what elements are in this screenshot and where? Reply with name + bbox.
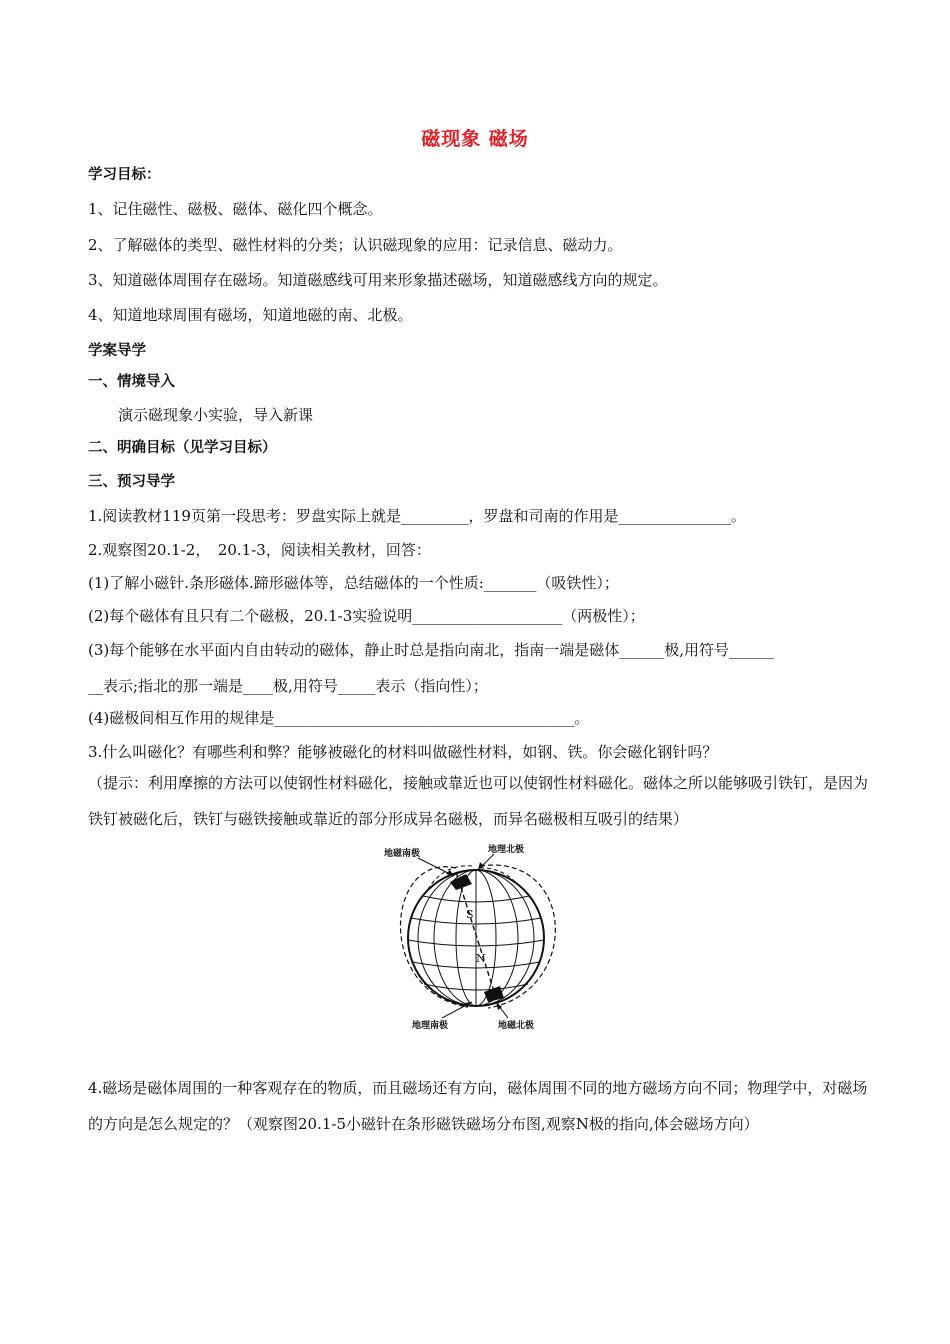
section-1-heading: 一、情境导入	[88, 374, 175, 390]
question-3-hint: （提示：利用摩擦的方法可以使钢性材料磁化，接触或靠近也可以使钢性材料磁化。磁体之所以能够吸引铁钉，是因为铁钉被磁化后，铁钉与磁铁接触或靠近的部分形成异名磁极，而异名磁极相互吸引的结果）	[88, 774, 869, 828]
pole-n-marker: N	[476, 952, 486, 965]
question-2-1: (1)了解小磁针.条形磁体.蹄形磁体等，总结磁体的一个性质:_______（吸铁性）；	[88, 574, 619, 592]
page-title: 磁现象 磁场	[421, 128, 529, 150]
section-2-heading: 二、明确目标（见学习目标）	[88, 440, 277, 456]
question-3: 3.什么叫磁化？有哪些利和弊？能够被磁化的材料叫做磁性材料，如钢、铁。你会磁化钢针吗？	[88, 743, 718, 761]
objectives-heading: 学习目标：	[88, 167, 161, 183]
question-2: 2.观察图20.1-2， 20.1-3，阅读相关教材，回答：	[88, 541, 431, 559]
pole-s-marker: S	[466, 908, 474, 921]
objective-item-4: 4、知道地球周围有磁场，知道地磁的南、北极。	[88, 306, 413, 324]
label-magnetic-south: 地磁南极	[384, 849, 421, 859]
section-3-heading: 三、预习导学	[88, 474, 175, 490]
question-2-3a: (3)每个能够在水平面内自由转动的磁体，静止时总是指向南北，指南一端是磁体______极,用符号______	[88, 641, 775, 659]
question-2-2: (2)每个磁体有且只有二个磁极，20.1-3实验说明____________________（两极性）；	[88, 607, 645, 625]
label-geographic-north: 地理北极	[488, 845, 525, 855]
label-magnetic-north: 地磁北极	[498, 1021, 535, 1031]
objective-item-2: 2、了解磁体的类型、磁性材料的分类；认识磁现象的应用：记录信息、磁动力。	[88, 236, 623, 254]
objective-item-3: 3、知道磁体周围存在磁场。知道磁感线可用来形象描述磁场，知道磁感线方向的规定。	[88, 271, 668, 289]
question-4: 4.磁场是磁体周围的一种客观存在的物质，而且磁场还有方向，磁体周围不同的地方磁场方向不同；物理学中，对磁场的方向是怎么规定的？（观察图20.1-5小磁针在条形磁铁磁场分布图,观察N极的指向,体会磁场方向）	[88, 1079, 868, 1133]
guide-heading: 学案导学	[88, 343, 146, 359]
label-geographic-south: 地理南极	[412, 1021, 449, 1031]
objective-item-1: 1、记住磁性、磁极、磁体、磁化四个概念。	[88, 200, 383, 218]
earth-magnetic-field-figure	[376, 842, 572, 1034]
question-2-3b: __表示;指北的那一端是____极,用符号_____表示（指向性）；	[88, 677, 488, 695]
section-1-text: 演示磁现象小实验，导入新课	[118, 406, 314, 424]
question-1: 1.阅读教材119页第一段思考：罗盘实际上就是_________，罗盘和司南的作用是_______________。	[88, 507, 746, 525]
question-2-4: (4)磁极间相互作用的规律是________________________________________。	[88, 709, 590, 727]
